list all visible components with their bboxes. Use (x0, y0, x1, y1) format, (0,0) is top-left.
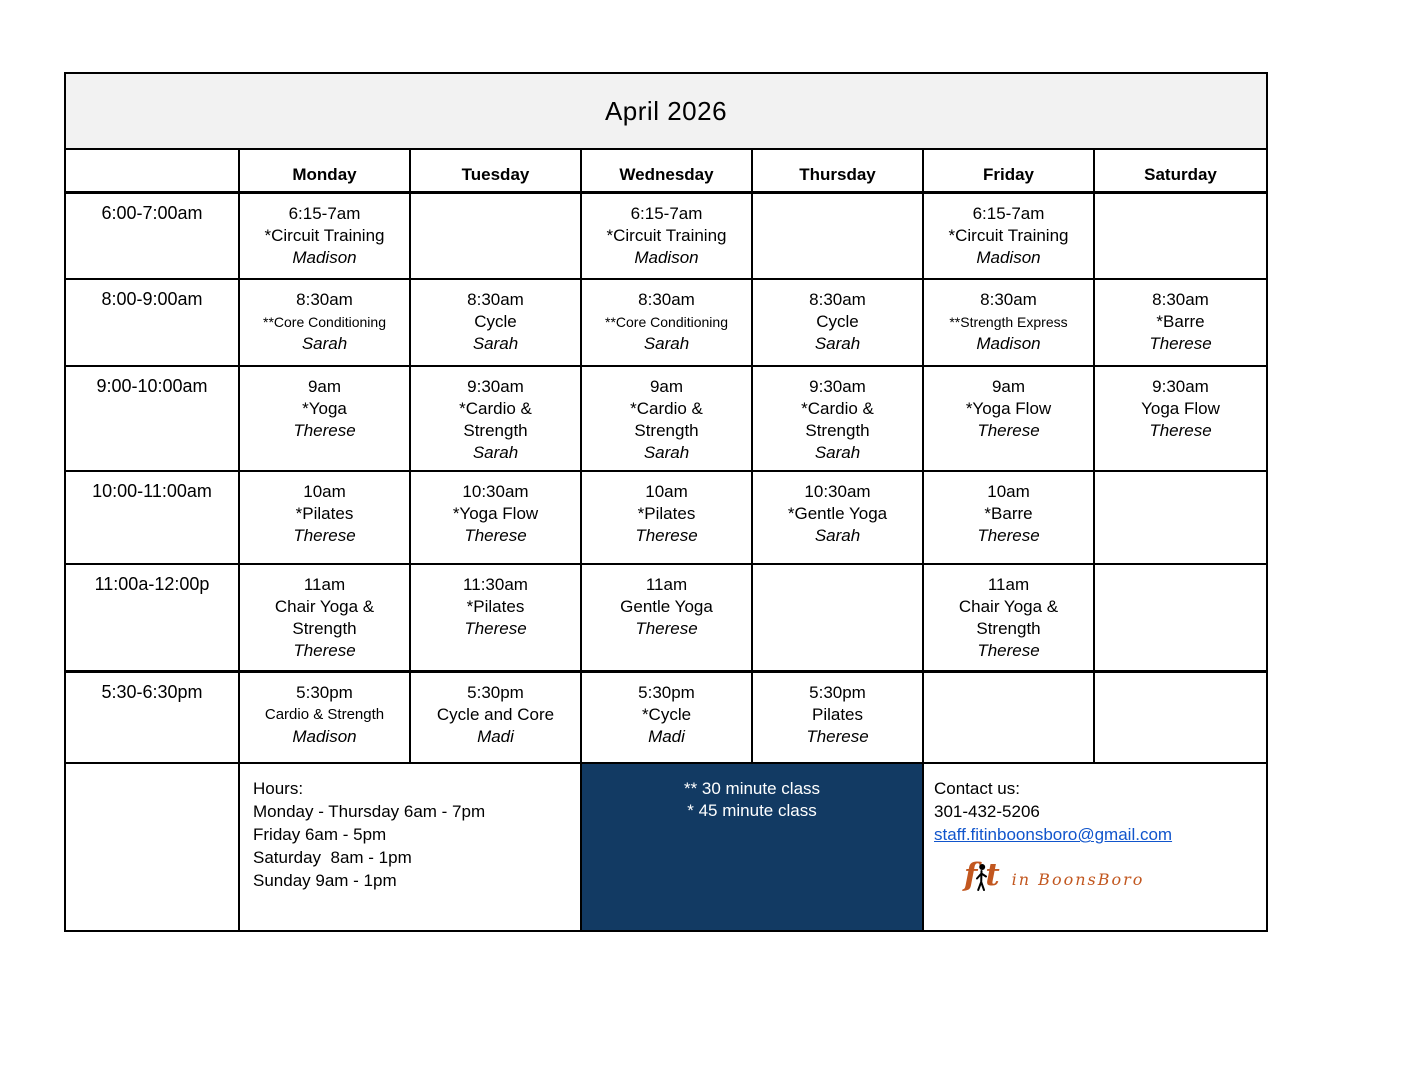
schedule-table (64, 72, 1268, 932)
class-cell-line: *Yoga Flow (965, 399, 1052, 418)
day-header-wednesday: Wednesday (582, 150, 753, 191)
day-header-tuesday: Tuesday (411, 150, 582, 191)
class-cell-friday-r0 (924, 194, 1095, 278)
class-cell-line: *Circuit Training (606, 226, 727, 245)
logo-tagline: in BoonsBoro (1011, 870, 1145, 889)
class-cell-line: Sarah (814, 334, 861, 353)
class-cell-wednesday-r5 (582, 673, 753, 762)
footer-empty-cell (66, 764, 240, 930)
class-cell-monday-r3 (240, 472, 411, 563)
schedule-row-1 (66, 280, 1266, 367)
class-cell-line: *Cardio & (459, 399, 532, 418)
class-cell-thursday-r2 (753, 367, 924, 470)
class-cell-line: Therese (635, 619, 698, 638)
class-cell-line: Sarah (814, 526, 861, 545)
class-cell-line: Madison (292, 727, 357, 746)
class-cell-tuesday-r1 (411, 280, 582, 365)
time-label: 6:00-7:00am (66, 194, 240, 278)
class-cell-line: 5:30pm (809, 683, 866, 702)
class-cell-line: 8:30am (980, 290, 1037, 309)
class-cell-friday-r2 (924, 367, 1095, 470)
time-label: 11:00a-12:00p (66, 565, 240, 670)
class-cell-wednesday-r0 (582, 194, 753, 278)
class-cell-line: 6:15-7am (630, 204, 703, 223)
class-cell-friday-r3 (924, 472, 1095, 563)
legend-line: ** 30 minute class (683, 779, 821, 798)
class-cell-line: 9am (307, 377, 342, 396)
class-cell-wednesday-r4 (582, 565, 753, 670)
hours-line: Sunday 9am - 1pm (253, 871, 397, 890)
class-cell-line: 8:30am (296, 290, 353, 309)
logo-fit-t: t (985, 857, 1000, 893)
class-cell-line: Cycle (474, 312, 517, 331)
class-cell-line: 9am (991, 377, 1026, 396)
class-cell-line: 11am (303, 575, 346, 594)
class-cell-saturday-r4 (1095, 565, 1266, 670)
class-cell-line: 10am (645, 482, 688, 501)
class-cell-tuesday-r4 (411, 565, 582, 670)
class-cell-wednesday-r2 (582, 367, 753, 470)
class-cell-line: Strength (634, 421, 699, 440)
schedule-row-4 (66, 565, 1266, 673)
class-cell-line: 9:30am (809, 377, 866, 396)
class-cell-line: Madison (976, 248, 1041, 267)
class-cell-line: 8:30am (809, 290, 866, 309)
schedule-row-3 (66, 472, 1266, 565)
class-cell-line: Therese (293, 526, 356, 545)
class-cell-line: Therese (977, 421, 1040, 440)
class-cell-line: Yoga Flow (1141, 399, 1220, 418)
class-cell-line: 9am (649, 377, 684, 396)
day-header-thursday: Thursday (753, 150, 924, 191)
class-cell-line: *Yoga Flow (452, 504, 539, 523)
class-cell-tuesday-r2 (411, 367, 582, 470)
class-cell-line: Sarah (643, 334, 690, 353)
hours-line: Monday - Thursday 6am - 7pm (253, 802, 486, 821)
day-header-row (66, 150, 1266, 194)
class-cell-line: 11am (987, 575, 1030, 594)
class-cell-line: Therese (635, 526, 698, 545)
class-cell-line: Sarah (643, 443, 690, 462)
time-label: 5:30-6:30pm (66, 673, 240, 762)
legend-line: * 45 minute class (687, 801, 817, 820)
schedule-row-2 (66, 367, 1266, 472)
class-cell-line: Gentle Yoga (620, 597, 713, 616)
class-cell-monday-r0 (240, 194, 411, 278)
class-cell-line: 9:30am (1152, 377, 1209, 396)
class-cell-line: *Circuit Training (948, 226, 1069, 245)
logo-fit-f: f (964, 857, 978, 893)
class-cell-line: Chair Yoga & (274, 597, 375, 616)
contact-email-link[interactable]: staff.fitinboonsboro@gmail.com (934, 825, 1173, 844)
class-cell-monday-r1 (240, 280, 411, 365)
hours-line: Saturday 8am - 1pm (253, 848, 412, 867)
class-cell-thursday-r0 (753, 194, 924, 278)
class-cell-line: *Gentle Yoga (787, 504, 888, 523)
class-cell-line: Strength (463, 421, 528, 440)
class-cell-line: Strength (292, 619, 357, 638)
class-cell-line: Cycle and Core (436, 705, 555, 724)
class-cell-line: 10am (987, 482, 1030, 501)
class-cell-line: **Core Conditioning (605, 314, 728, 330)
time-column-header (66, 150, 240, 191)
class-cell-line: Therese (293, 641, 356, 660)
hours-line: Friday 6am - 5pm (253, 825, 387, 844)
day-header-monday: Monday (240, 150, 411, 191)
day-header-friday: Friday (924, 150, 1095, 191)
class-cell-line: 10am (303, 482, 346, 501)
class-cell-line: Therese (293, 421, 356, 440)
class-cell-line: *Yoga (302, 399, 347, 418)
class-cell-line: *Cycle (641, 705, 692, 724)
class-cell-saturday-r0 (1095, 194, 1266, 278)
class-cell-wednesday-r1 (582, 280, 753, 365)
class-cell-line: *Pilates (466, 597, 525, 616)
class-cell-tuesday-r3 (411, 472, 582, 563)
schedule-row-5 (66, 673, 1266, 764)
fit-in-boonsboro-logo (964, 857, 1266, 895)
class-cell-line: Madi (477, 727, 514, 746)
class-cell-line: 10:30am (462, 482, 529, 501)
class-cell-line: 6:15-7am (288, 204, 361, 223)
class-length-legend (582, 764, 924, 930)
contact-label: Contact us: (934, 779, 1020, 798)
class-cell-line: Therese (806, 727, 869, 746)
class-cell-line: *Pilates (295, 504, 354, 523)
class-cell-line: **Core Conditioning (263, 314, 386, 330)
class-cell-line: Madi (648, 727, 685, 746)
contact-block (924, 764, 1266, 930)
time-label: 8:00-9:00am (66, 280, 240, 365)
hours-block (240, 764, 582, 930)
contact-phone: 301-432-5206 (934, 802, 1040, 821)
class-cell-friday-r1 (924, 280, 1095, 365)
class-cell-line: 8:30am (638, 290, 695, 309)
class-cell-line: **Strength Express (949, 314, 1068, 330)
class-cell-saturday-r5 (1095, 673, 1266, 762)
class-cell-friday-r4 (924, 565, 1095, 670)
hours-label: Hours: (253, 779, 304, 798)
class-cell-monday-r5 (240, 673, 411, 762)
class-cell-line: Strength (976, 619, 1041, 638)
class-cell-line: Madison (292, 248, 357, 267)
class-cell-thursday-r1 (753, 280, 924, 365)
class-cell-line: Therese (1149, 334, 1212, 353)
class-cell-monday-r2 (240, 367, 411, 470)
class-cell-line: *Pilates (637, 504, 696, 523)
class-cell-line: 8:30am (467, 290, 524, 309)
class-cell-line: Madison (976, 334, 1041, 353)
class-cell-saturday-r2 (1095, 367, 1266, 470)
class-cell-line: 11am (645, 575, 688, 594)
dancing-person-icon (975, 863, 988, 898)
class-cell-line: *Barre (1156, 312, 1205, 331)
class-cell-line: *Cardio & (801, 399, 874, 418)
class-cell-line: *Barre (984, 504, 1033, 523)
time-label: 10:00-11:00am (66, 472, 240, 563)
title-bar (66, 74, 1266, 150)
class-cell-line: Therese (464, 526, 527, 545)
class-cell-line: Pilates (811, 705, 864, 724)
footer-row (66, 764, 1266, 930)
class-cell-thursday-r5 (753, 673, 924, 762)
class-cell-saturday-r1 (1095, 280, 1266, 365)
class-cell-line: Cycle (816, 312, 859, 331)
class-cell-line: Chair Yoga & (958, 597, 1059, 616)
class-cell-line: Cardio & Strength (264, 706, 385, 723)
class-cell-tuesday-r0 (411, 194, 582, 278)
class-cell-line: Therese (464, 619, 527, 638)
class-cell-line: *Cardio & (630, 399, 703, 418)
class-cell-line: 9:30am (467, 377, 524, 396)
class-cell-line: Sarah (472, 443, 519, 462)
class-cell-line: Therese (977, 641, 1040, 660)
class-cell-line: 5:30pm (467, 683, 524, 702)
class-cell-line: 6:15-7am (972, 204, 1045, 223)
class-cell-thursday-r4 (753, 565, 924, 670)
class-cell-line: *Circuit Training (264, 226, 385, 245)
class-cell-line: 8:30am (1152, 290, 1209, 309)
schedule-row-0 (66, 194, 1266, 280)
class-cell-monday-r4 (240, 565, 411, 670)
class-cell-line: Sarah (472, 334, 519, 353)
class-cell-line: 5:30pm (296, 683, 353, 702)
class-cell-thursday-r3 (753, 472, 924, 563)
class-cell-line: Madison (634, 248, 699, 267)
day-header-saturday: Saturday (1144, 165, 1217, 184)
class-cell-line: Sarah (814, 443, 861, 462)
time-label: 9:00-10:00am (66, 367, 240, 470)
class-cell-line: Therese (1149, 421, 1212, 440)
class-cell-tuesday-r5 (411, 673, 582, 762)
class-cell-line: Therese (977, 526, 1040, 545)
class-cell-saturday-r3 (1095, 472, 1266, 563)
class-cell-line: 10:30am (804, 482, 871, 501)
class-cell-line: Sarah (301, 334, 348, 353)
class-cell-line: 11:30am (463, 575, 528, 594)
class-cell-wednesday-r3 (582, 472, 753, 563)
class-cell-line: Strength (805, 421, 870, 440)
class-cell-friday-r5 (924, 673, 1095, 762)
class-cell-line: 5:30pm (638, 683, 695, 702)
page-title: April 2026 (604, 95, 728, 126)
